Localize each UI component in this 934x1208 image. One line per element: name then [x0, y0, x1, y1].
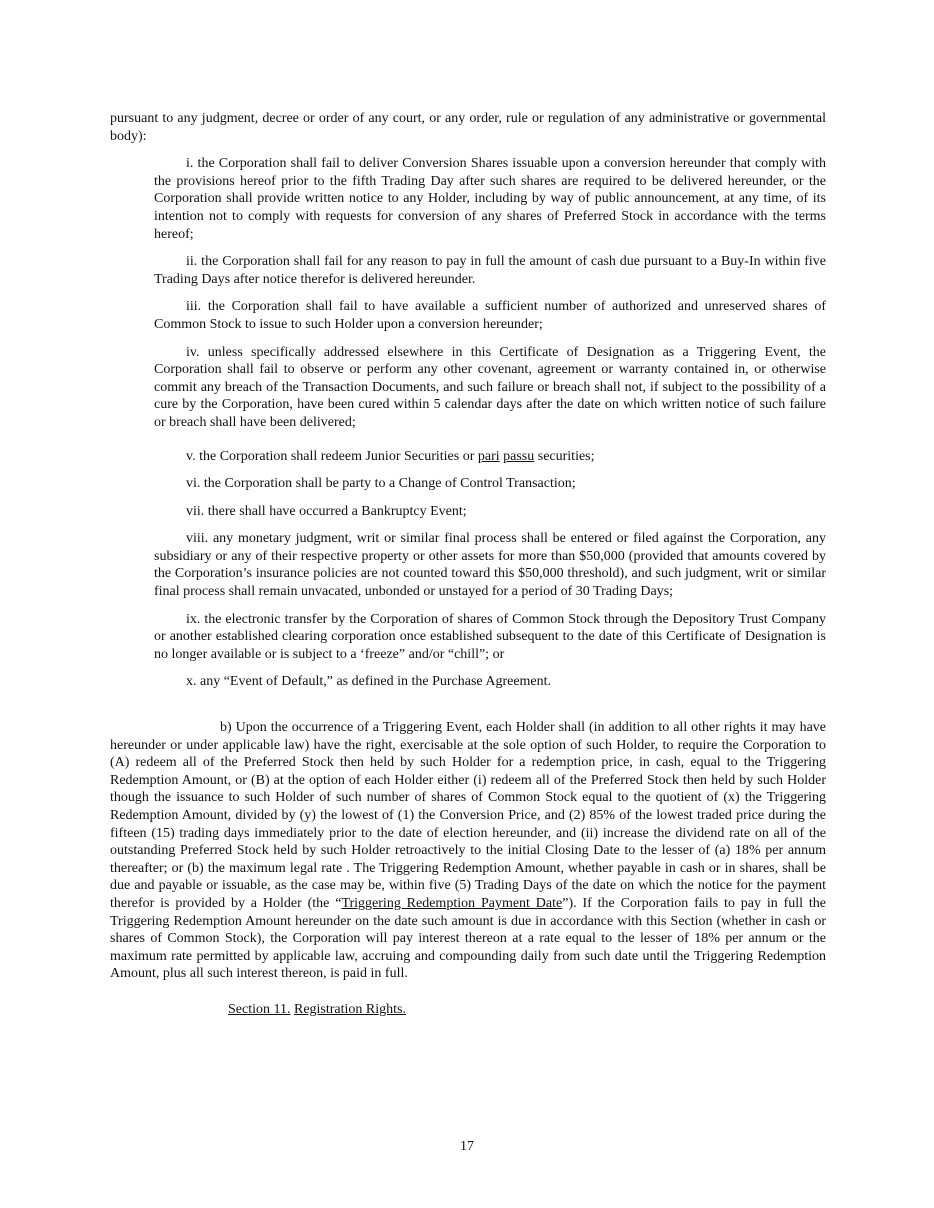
- list-item-iv: iv. unless specifically addressed elsewhere in this Certificate of Designation as a Triggering Event, the Corporation shall fail to observe or perform any other covenant, agreement or warranty contained in, or otherwise commit any breach of the Transaction Documents, and such failure or breach shall not, if subject to the possibility of a cure by the Corporation, have been cured within 5 calendar days after the date on which written notice of such failure or breach shall have been delivered;: [154, 344, 826, 430]
- page-number: 17: [460, 1139, 474, 1154]
- list-item-ii: ii. the Corporation shall fail for any reason to pay in full the amount of cash due pursuant to a Buy-In within five Trading Days after notice therefor is delivered hereunder.: [154, 254, 826, 287]
- pari-term: pari: [477, 448, 500, 464]
- section-number: Section 11.: [228, 1001, 291, 1017]
- list-item-vii: vii. there shall have occurred a Bankruptcy Event;: [186, 503, 467, 519]
- paragraph-b: b) Upon the occurrence of a Triggering Event, each Holder shall (in addition to all other rights it may have hereunder or under applicable law) have the right, exercisable at the sole option of such Holder, to require the Corporation to (A) redeem all of the Preferred Stock then held by such Holder for a redemption price, in cash, equal to the Triggering Redemption Amount, or (B) at the option of each Holder either (i) redeem all of the Preferred Stock then held by such Holder though the issuance to such Holder of such number of shares of Common Stock equal to the quotient of (x) the Triggering Redemption Amount, divided by (y) the lowest of (1) the Conversion Price, and (2) 85% of the lowest traded price during the fifteen (15) trading days immediately prior to the date of election hereunder, and (ii) increase the dividend rate on all of the outstanding Preferred Stock held by such Holder retroactively to the initial Closing Date to the lesser of (a) 18% per annum thereafter; or (b) the maximum legal rate . The Triggering Redemption Amount, whether payable in cash or in shares, shall be due and payable or issuable, as the case may be, within five (5) Trading Days of the date on which the notice for the payment therefor is provided by a Holder (the “Triggering Redemption Payment Date”). If the Corporation fails to pay in full the Triggering Redemption Amount hereunder on the date such amount is due in accordance with this Section (whether in cash or shares of Common Stock), the Corporation will pay interest thereon at a rate equal to the lesser of 18% per annum or the maximum rate permitted by applicable law, accruing and compounding daily from such date until the Triggering Redemption Amount, plus all such interest thereon, is paid in full.: [110, 720, 826, 982]
- defined-term: Triggering Redemption Payment Date: [341, 895, 563, 911]
- list-item-v: v. the Corporation shall redeem Junior Securities or pari passu securities;: [186, 448, 595, 464]
- section-heading: [110, 1001, 826, 1019]
- list-item-i: i. the Corporation shall fail to deliver Conversion Shares issuable upon a conversion hereunder that comply with the provisions hereof prior to the fifth Trading Day after such shares are required to be delivered hereunder, or the Corporation shall provide written notice to any Holder, including by way of public announcement, at any time, of its intention not to comply with requests for conversion of any shares of Preferred Stock in accordance with the terms hereof;: [154, 156, 826, 242]
- lead-paragraph: pursuant to any judgment, decree or order of any court, or any order, rule or regulation of any administrative or governmental body):: [110, 111, 826, 144]
- document-body: [110, 110, 826, 1019]
- list-item-vi: vi. the Corporation shall be party to a Change of Control Transaction;: [186, 476, 576, 492]
- item-v-text: v. the Corporation shall redeem Junior Securities or: [186, 448, 478, 464]
- section-title: Registration Rights.: [293, 1001, 406, 1017]
- list-item-x: x. any “Event of Default,” as defined in the Purchase Agreement.: [186, 674, 552, 690]
- list-item-ix: ix. the electronic transfer by the Corporation of shares of Common Stock through the Depository Trust Company or another established clearing corporation once established subsequent to the date of this Certificate of Designation is no longer available or is subject to a ‘freeze” and/or “chill”; or: [154, 611, 826, 662]
- passu-term: passu: [503, 448, 535, 464]
- list-item-iii: iii. the Corporation shall fail to have available a sufficient number of authorized and unreserved shares of Common Stock to issue to such Holder upon a conversion hereunder;: [154, 299, 826, 332]
- list-item-viii: viii. any monetary judgment, writ or similar final process shall be entered or filed against the Corporation, any subsidiary or any of their respective property or other assets for more than $50,000 (provided that amounts covered by the Corporation’s insurance policies are not counted toward this $50,000 threshold), and such judgment, writ or similar final process shall remain unvacated, unbonded or unstayed for a period of 30 Trading Days;: [154, 531, 826, 600]
